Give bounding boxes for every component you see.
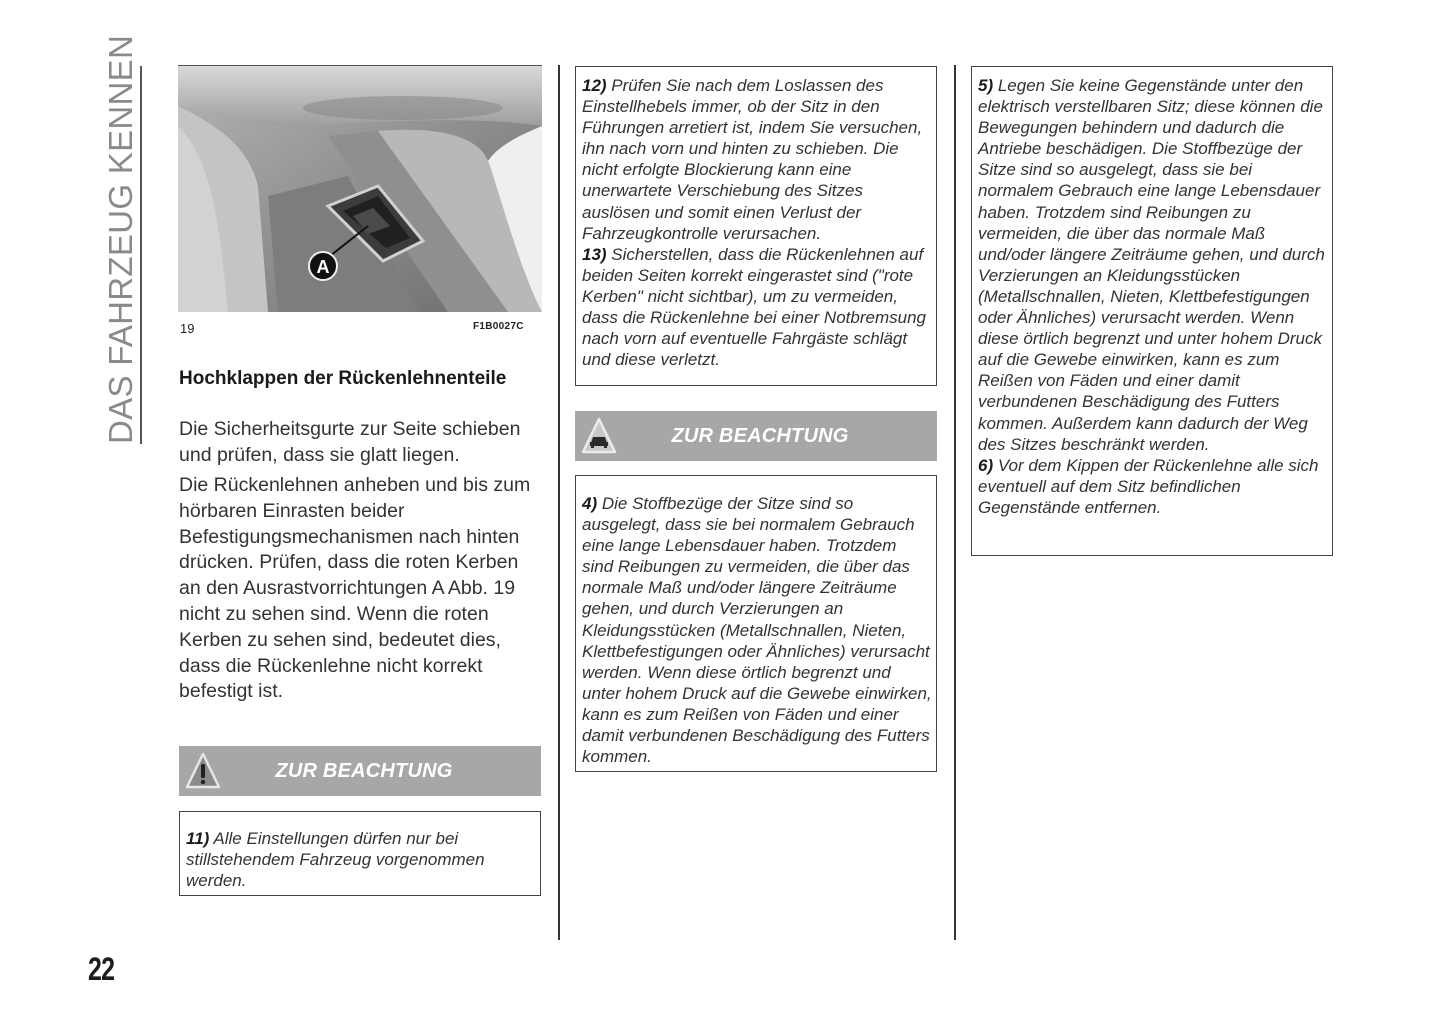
note-text: Alle Einstellungen dürfen nur bei stillstehendem Fahrzeug vorgenommen werden. — [186, 829, 485, 891]
note-text: Legen Sie keine Gegenstände unter den elektrisch verstellbaren Sitz; diese können die Bewegungen behindern und dadurch die Antriebe beschädigen. Die Stoffbezüge der Sitze sind so ausgelegt, dass sie bei normalem Gebrauch eine lange Lebensdauer haben. Trotzdem sind Reibungen zu vermeiden, die über das normale Maß und/oder längere Zeiträume gehen, und durch Verzierungen an Kleidungsstücken (Metallschnallen, Nieten, Klettbefestigungen oder Ähnliches) verursacht werden. Wenn diese örtlich begrenzt und unter hohem Druck auf die Gewebe einwirken, kann es zum Reißen von Fäden und einer damit verbundenen Beschädigung des Futters kommen. Außerdem kann dadurch der Weg des Sitzes beschränkt werden. — [978, 76, 1325, 454]
note-number: 4) — [582, 494, 598, 513]
note-item — [582, 244, 932, 371]
seat-release-illustration — [178, 66, 542, 312]
warning-label: ZUR BEACHTUNG — [671, 424, 849, 447]
warning-triangle-exclamation-icon — [179, 746, 227, 796]
note-text: Die Stoffbezüge der Sitze sind so ausgelegt, dass sie bei normalem Gebrauch eine lange Lebensdauer haben. Trotzdem sind Reibungen zu vermeiden, die über das normale Maß und/oder längere Zeiträume gehen, und durch Verzierungen an Kleidungsstücken (Metallschnallen, Nieten, Klettbefestigungen oder Ähnliches) verursacht werden. Wenn diese örtlich begrenzt und unter hohem Druck auf die Gewebe einwirken, kann es zum Reißen von Fäden und einer damit verbundenen Beschädigung des Futters kommen. — [582, 494, 932, 767]
section-title-rule — [140, 66, 142, 444]
warning-note-box — [575, 66, 937, 386]
callout-a-label: A — [316, 257, 330, 277]
warning-triangle-car-icon — [575, 411, 623, 461]
section-title-vertical: DAS FAHRZEUG KENNEN — [102, 34, 139, 444]
warning-note-box — [575, 475, 937, 772]
figure-number: 19 — [180, 321, 195, 336]
section-heading: Hochklappen der Rückenlehnenteile — [179, 368, 507, 389]
note-item — [186, 828, 536, 891]
note-item — [582, 493, 932, 767]
note-item — [582, 75, 932, 244]
note-number: 5) — [978, 76, 994, 95]
note-number: 6) — [978, 455, 994, 475]
note-item — [978, 75, 1328, 455]
body-paragraph: Die Rückenlehnen anheben und bis zum hörbaren Einrasten beider Befestigungsmechanismen nach hinten drücken. Prüfen, dass die roten Kerben an den Ausrastvorrichtungen A Abb. 19 nicht zu sehen sind. Wenn die roten Kerben zu sehen sind, bedeutet dies, dass die Rückenlehne nicht korrekt befestigt ist. — [179, 474, 531, 703]
note-number: 12) — [582, 76, 607, 95]
column-divider — [954, 65, 956, 940]
body-paragraph: Die Sicherheitsgurte zur Seite schieben und prüfen, dass sie glatt liegen. — [179, 418, 521, 466]
warning-note-box — [179, 811, 541, 896]
figure-19-illustration — [178, 65, 542, 312]
page-number: 22 — [88, 951, 115, 987]
note-item — [978, 455, 1328, 518]
note-text: Vor dem Kippen der Rückenlehne alle sich eventuell auf dem Sitz befindlichen Gegenstände entfernen. — [978, 455, 1319, 517]
column-divider — [558, 65, 560, 940]
note-text: Prüfen Sie nach dem Loslassen des Einstellhebels immer, ob der Sitz in den Führungen arretiert ist, indem Sie versuchen, ihn nach vorn und hinten zu schieben. Die nicht erfolgte Blockierung kann eine unerwartete Verschiebung des Sitzes auslösen und somit einen Verlust der Fahrzeugkontrolle verursachen. — [582, 76, 923, 243]
warning-banner — [179, 746, 541, 796]
note-number: 13) — [582, 244, 607, 264]
note-text: Sicherstellen, dass die Rückenlehnen auf beiden Seiten korrekt eingerastet sind ("rote Kerben" nicht sichtbar), um zu vermeiden, dass die Rückenlehne bei einer Notbremsung nach vorn auf eventuelle Fahrgäste schlägt und diese verletzt. — [582, 244, 926, 370]
warning-note-box — [971, 66, 1333, 556]
warning-banner — [575, 411, 937, 461]
note-number: 11) — [186, 829, 210, 848]
figure-code: F1B0027C — [473, 321, 524, 332]
warning-label: ZUR BEACHTUNG — [275, 759, 453, 782]
